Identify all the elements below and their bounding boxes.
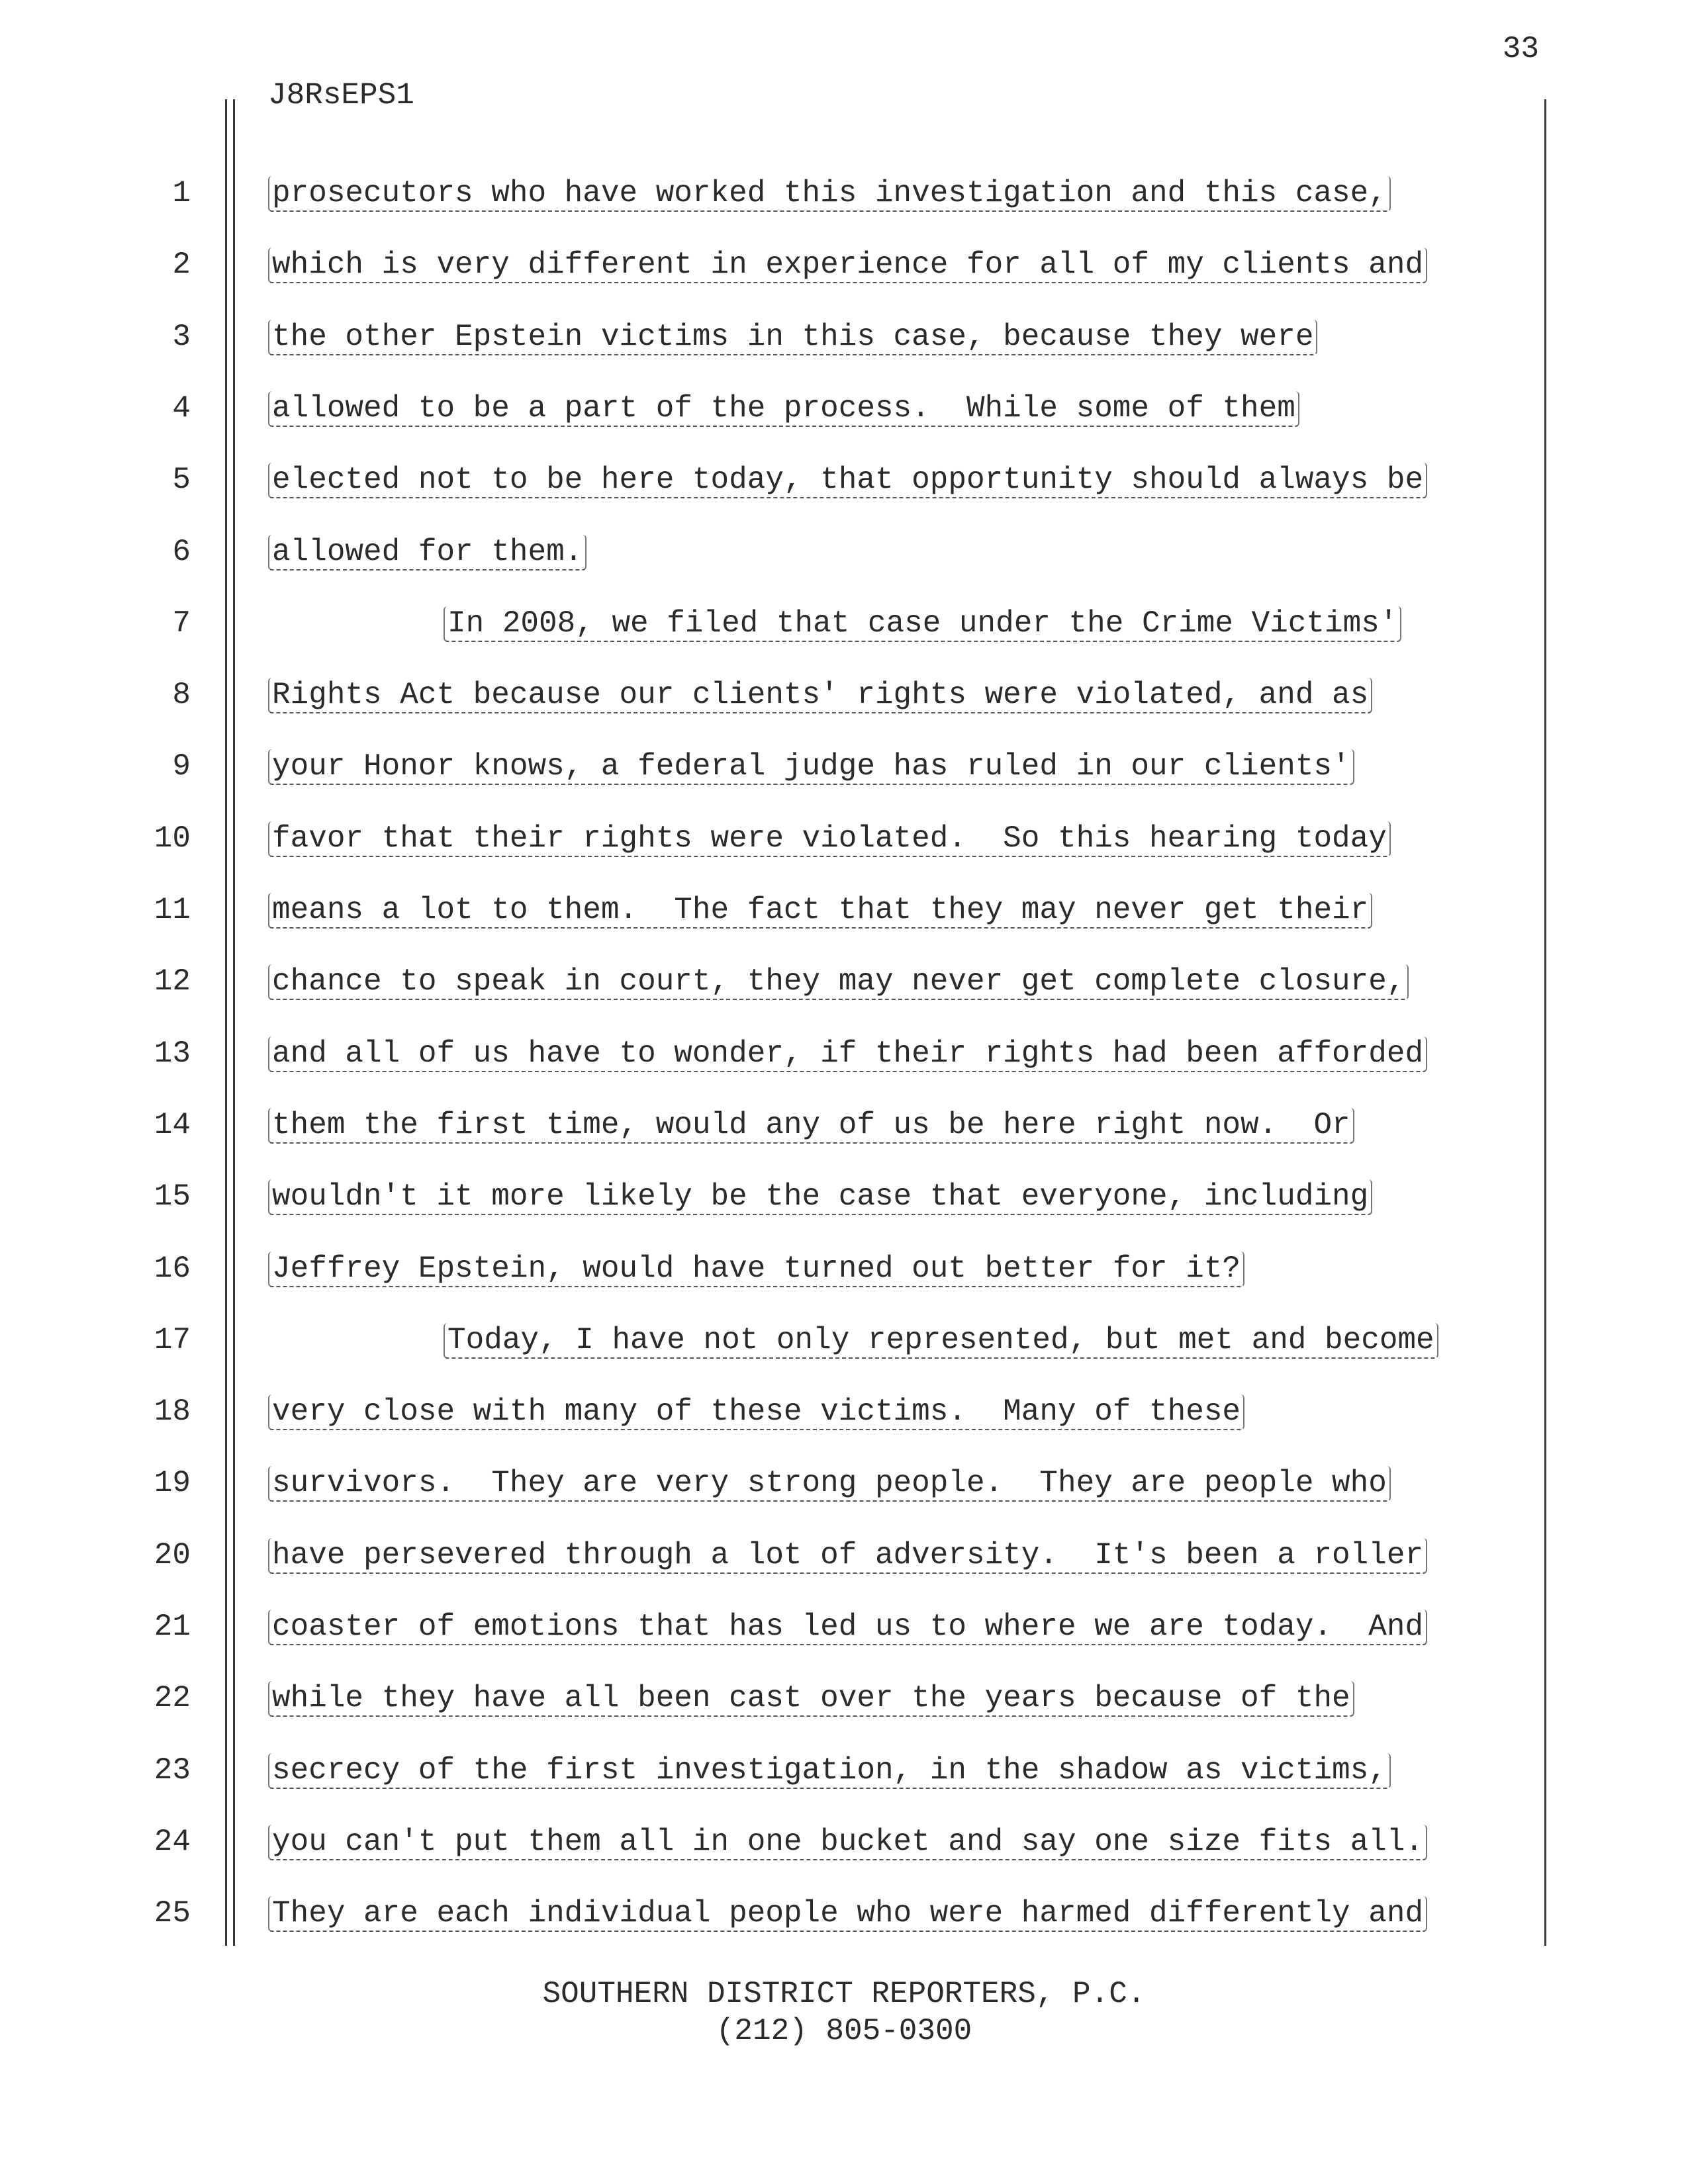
transcript-line [0, 747, 1688, 806]
line-number: 21 [154, 1610, 191, 1644]
line-number: 4 [172, 390, 191, 426]
line-text-container [268, 1177, 1542, 1216]
line-number: 15 [154, 1179, 191, 1214]
line-number: 5 [172, 463, 191, 498]
line-text-container [268, 1893, 1542, 1933]
line-text: allowed for them. [268, 535, 586, 570]
line-text: you can't put them all in one bucket and say one size fits all. [268, 1825, 1427, 1860]
transcript-line [0, 1463, 1688, 1523]
line-text-container [268, 1034, 1542, 1073]
transcript-line [0, 388, 1688, 448]
line-number: 22 [154, 1681, 191, 1716]
line-text: chance to speak in court, they may never get complete closure, [268, 964, 1409, 1000]
transcript-line [0, 1822, 1688, 1882]
line-text: wouldn't it more likely be the case that everyone, including [268, 1179, 1372, 1215]
line-number: 11 [154, 893, 191, 927]
case-identifier: J8RsEPS1 [268, 78, 414, 113]
transcript-line [0, 1535, 1688, 1595]
line-number: 18 [154, 1394, 191, 1430]
line-text: your Honor knows, a federal judge has ruled in our clients' [268, 749, 1354, 785]
line-text: them the first time, would any of us be here right now. Or [268, 1108, 1354, 1144]
line-text-container [268, 675, 1542, 715]
line-text: prosecutors who have worked this investigation and this case, [268, 176, 1391, 212]
line-text-container [268, 1249, 1542, 1289]
line-text: which is very different in experience for all of my clients and [268, 248, 1427, 283]
line-text-container [268, 1535, 1542, 1575]
transcript-line [0, 1105, 1688, 1165]
transcript-line [0, 1893, 1688, 1953]
line-text: have persevered through a lot of adversity. It's been a roller [268, 1538, 1427, 1574]
line-text: Today, I have not only represented, but met and become [444, 1323, 1438, 1359]
transcript-line [0, 1392, 1688, 1451]
page-footer [0, 1976, 1688, 2050]
line-number: 16 [154, 1251, 191, 1286]
line-text: while they have all been cast over the years because of the [268, 1681, 1354, 1717]
line-text: allowed to be a part of the process. While some of them [268, 391, 1299, 427]
line-number: 23 [154, 1752, 191, 1788]
line-text-container [268, 1678, 1542, 1718]
transcript-line [0, 317, 1688, 377]
line-text-container [268, 173, 1542, 213]
line-text: Rights Act because our clients' rights were violated, and as [268, 678, 1372, 713]
line-text-container [268, 1463, 1542, 1503]
transcript-line [0, 1249, 1688, 1308]
line-text-container [268, 460, 1542, 500]
transcript-line [0, 1177, 1688, 1236]
line-text-container [268, 1105, 1542, 1145]
line-text: very close with many of these victims. Many of these [268, 1394, 1244, 1430]
line-number: 19 [154, 1466, 191, 1501]
line-text: In 2008, we filed that case under the Crime Victims' [444, 606, 1401, 642]
line-text-container [268, 1392, 1542, 1432]
transcript-line [0, 962, 1688, 1021]
line-number: 17 [154, 1322, 191, 1357]
line-number: 9 [172, 749, 191, 784]
line-text: means a lot to them. The fact that they may never get their [268, 893, 1372, 929]
line-number: 7 [172, 606, 191, 641]
line-text: the other Epstein victims in this case, because they were [268, 320, 1317, 355]
page-number: 33 [1502, 32, 1539, 66]
line-number: 13 [154, 1036, 191, 1071]
line-text: survivors. They are very strong people. They are people who [268, 1466, 1391, 1502]
line-number: 2 [172, 248, 191, 283]
line-text: elected not to be here today, that opportunity should always be [268, 463, 1427, 498]
line-text: and all of us have to wonder, if their rights had been afforded [268, 1036, 1427, 1072]
line-text-container [268, 890, 1542, 930]
line-text-container [444, 1320, 1542, 1360]
transcript-line [0, 1607, 1688, 1666]
line-text-container [268, 1751, 1542, 1790]
transcript-line [0, 1034, 1688, 1093]
transcript-line [0, 460, 1688, 520]
transcript-line [0, 1678, 1688, 1738]
transcript-line [0, 604, 1688, 663]
transcript-line [0, 819, 1688, 878]
transcript-line [0, 532, 1688, 592]
line-number: 12 [154, 964, 191, 999]
line-number: 24 [154, 1824, 191, 1859]
transcript-line [0, 173, 1688, 233]
line-text-container [268, 747, 1542, 786]
line-text-container [268, 1607, 1542, 1647]
line-text-container [444, 604, 1542, 643]
transcript-line [0, 245, 1688, 304]
line-text: coaster of emotions that has led us to where we are today. And [268, 1610, 1427, 1645]
line-text: favor that their rights were violated. So this hearing today [268, 821, 1391, 857]
line-text-container [268, 532, 1542, 572]
line-number: 20 [154, 1537, 191, 1572]
line-text: They are each individual people who were harmed differently and [268, 1896, 1427, 1932]
line-text-container [268, 962, 1542, 1001]
line-number: 25 [154, 1896, 191, 1931]
line-number: 10 [154, 821, 191, 856]
line-text-container [268, 388, 1542, 428]
line-text-container [268, 245, 1542, 285]
line-number: 6 [172, 534, 191, 569]
transcript-line [0, 890, 1688, 950]
line-number: 1 [172, 176, 191, 210]
line-number: 8 [172, 678, 191, 713]
line-text-container [268, 819, 1542, 858]
transcript-line [0, 1320, 1688, 1380]
line-text-container [268, 1822, 1542, 1862]
transcript-line [0, 675, 1688, 735]
line-text: secrecy of the first investigation, in the shadow as victims, [268, 1753, 1391, 1789]
transcript-line [0, 1751, 1688, 1810]
line-number: 14 [154, 1107, 191, 1142]
footer-reporter-name: SOUTHERN DISTRICT REPORTERS, P.C. [542, 1977, 1146, 2011]
footer-phone: (212) 805-0300 [716, 2014, 972, 2048]
line-text: Jeffrey Epstein, would have turned out better for it? [268, 1251, 1244, 1287]
line-number: 3 [172, 319, 191, 354]
line-text-container [268, 317, 1542, 357]
